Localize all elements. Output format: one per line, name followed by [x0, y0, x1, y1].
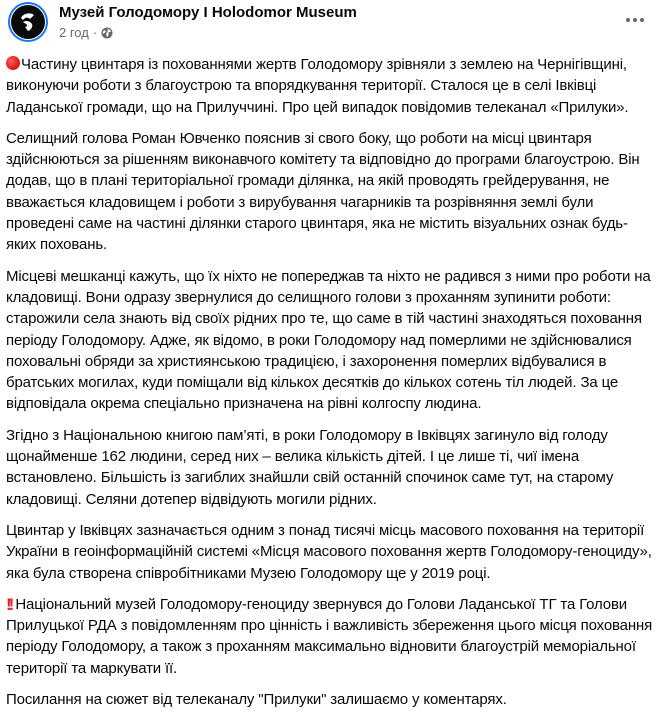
museum-logo-icon [11, 5, 45, 39]
red-circle-icon [6, 56, 20, 70]
post-paragraph: Посилання на сюжет від телеканалу "Прилуки" залишаємо у коментарях. [6, 691, 507, 709]
post-paragraph [6, 54, 656, 118]
post-paragraph [6, 594, 656, 679]
page-name-link[interactable]: Музей Голодомору I Holodomor Museum [59, 4, 357, 21]
post-paragraph: Згідно з Національною книгою пам’яті, в роки Голодомору в Івківцях загинуло від голоду щонайменше 162 людини, серед них – велика кількість дітей. І це лише ті, чиї імена встановлено. Більшість із загиблих знайшли свій останній спочинок саме тут, на старому кладовищі. Селяни дотепер відвідують могили рідних. [6, 426, 614, 508]
post-body [6, 54, 656, 720]
page-avatar[interactable] [8, 2, 48, 42]
post-paragraph: Місцеві мешканці кажуть, що їх ніхто не попереджав та ніхто не радився з ними про роботи на кладовищі. Вони одразу звернулися до селищного голови з проханням зупинити роботи: старожили села знають від своїх рідних про те, що саме в тій частині знаходяться поховання періоду Голодомору. Адже, як відомо, в роки Голодомору над померлими не здійснювалися поховальні обряди за християнською традицією, і захоронення померлих відбувалися в братських могилах, куди поміщали від кількох десятків до кількох сотень тіл людей. За це відповідала окрема спеціально призначена на рівні колгоспу людина. [6, 267, 651, 413]
post-meta [59, 2, 357, 42]
globe-icon[interactable] [101, 27, 113, 39]
paragraph-text: Частину цвинтаря із похованнями жертв Голодомору зрівняли з землею на Чернігівщині, виконуючи роботи з благоустрою та впорядкування території. Сталося це в селі Івківці Ладанської громади, що на Прилуччині. Про цей випадок повідомив телеканал «Прилуки». [6, 56, 629, 116]
post-paragraph: Цвинтар у Івківцях зазначається одним з понад тисячі місць масового поховання на території України в геоінформаційній системі «Місця масового поховання жертв Голодомору-геноциду», яка була створена співробітниками Музею Голодомору ще у 2019 році. [6, 521, 652, 582]
post-time-row [59, 24, 357, 42]
paragraph-text: Національний музей Голодомору-геноциду звернувся до Голови Ладанської ТГ та Голови Прилуцької РДА з повідомленням про цінність і важливість збереження цього місця поховання періоду Голодомору, а також з проханням максимально відновити благоустрій меморіальної території та маркувати її. [6, 595, 653, 677]
double-exclamation-icon: !! [6, 594, 12, 614]
more-horizontal-icon-dot [626, 18, 630, 22]
post-paragraph: Селищний голова Роман Ювченко пояснив зі свого боку, що роботи на місці цвинтаря здійснюються за рішенням виконавчого комітету та відповідно до програми благоустрою. Він додав, що в плані територіальної громади ділянка, на якій проводять грейдерування, не вважається кладовищем і роботи з вирубування чагарників та розрівняння землі були проведені саме на частині ділянки старого цвинтаря, яка не містить візуальних ознак будь-яких поховань. [6, 129, 640, 254]
more-options-button[interactable] [617, 10, 653, 30]
post-header [8, 2, 357, 42]
more-horizontal-icon-dot [633, 18, 637, 22]
post-timestamp[interactable]: 2 год [59, 25, 89, 40]
meta-separator: · [92, 25, 98, 40]
more-horizontal-icon-dot [640, 18, 644, 22]
